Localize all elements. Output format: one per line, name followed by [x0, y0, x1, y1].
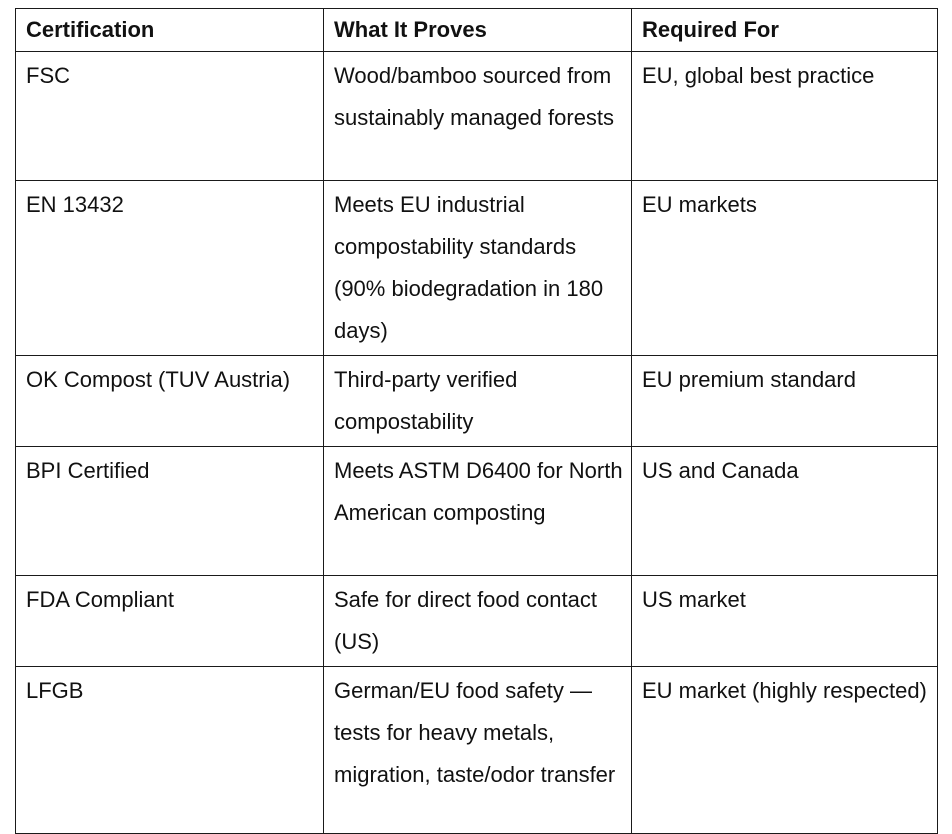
table-row: [16, 667, 938, 834]
table-row: [16, 356, 938, 447]
cell-proves: Meets EU industrial compostability standards (90% biodegradation in 180 days): [324, 181, 632, 356]
cell-proves: Wood/bamboo sourced from sustainably managed forests: [324, 52, 632, 181]
cell-required-for: US market: [632, 576, 938, 667]
cell-required-for: EU premium standard: [632, 356, 938, 447]
cell-proves: German/EU food safety — tests for heavy metals, migration, taste/odor transfer: [324, 667, 632, 834]
cell-required-for: EU, global best practice: [632, 52, 938, 181]
cell-proves: Third-party verified compostability: [324, 356, 632, 447]
header-what-it-proves: What It Proves: [324, 9, 632, 52]
cell-certification: EN 13432: [16, 181, 324, 356]
certification-table: [15, 8, 938, 834]
table-row: [16, 576, 938, 667]
cell-certification: FSC: [16, 52, 324, 181]
cell-proves: Meets ASTM D6400 for North American composting: [324, 447, 632, 576]
table-header: [16, 9, 938, 52]
table-row: [16, 447, 938, 576]
cell-certification: LFGB: [16, 667, 324, 834]
cell-certification: FDA Compliant: [16, 576, 324, 667]
cell-certification: OK Compost (TUV Austria): [16, 356, 324, 447]
cell-proves: Safe for direct food contact (US): [324, 576, 632, 667]
header-certification: Certification: [16, 9, 324, 52]
header-required-for: Required For: [632, 9, 938, 52]
table-row: [16, 52, 938, 181]
cell-certification: BPI Certified: [16, 447, 324, 576]
table-row: [16, 181, 938, 356]
cell-required-for: EU markets: [632, 181, 938, 356]
table-body: [16, 52, 938, 834]
cell-required-for: EU market (highly respected): [632, 667, 938, 834]
header-row: [16, 9, 938, 52]
cell-required-for: US and Canada: [632, 447, 938, 576]
